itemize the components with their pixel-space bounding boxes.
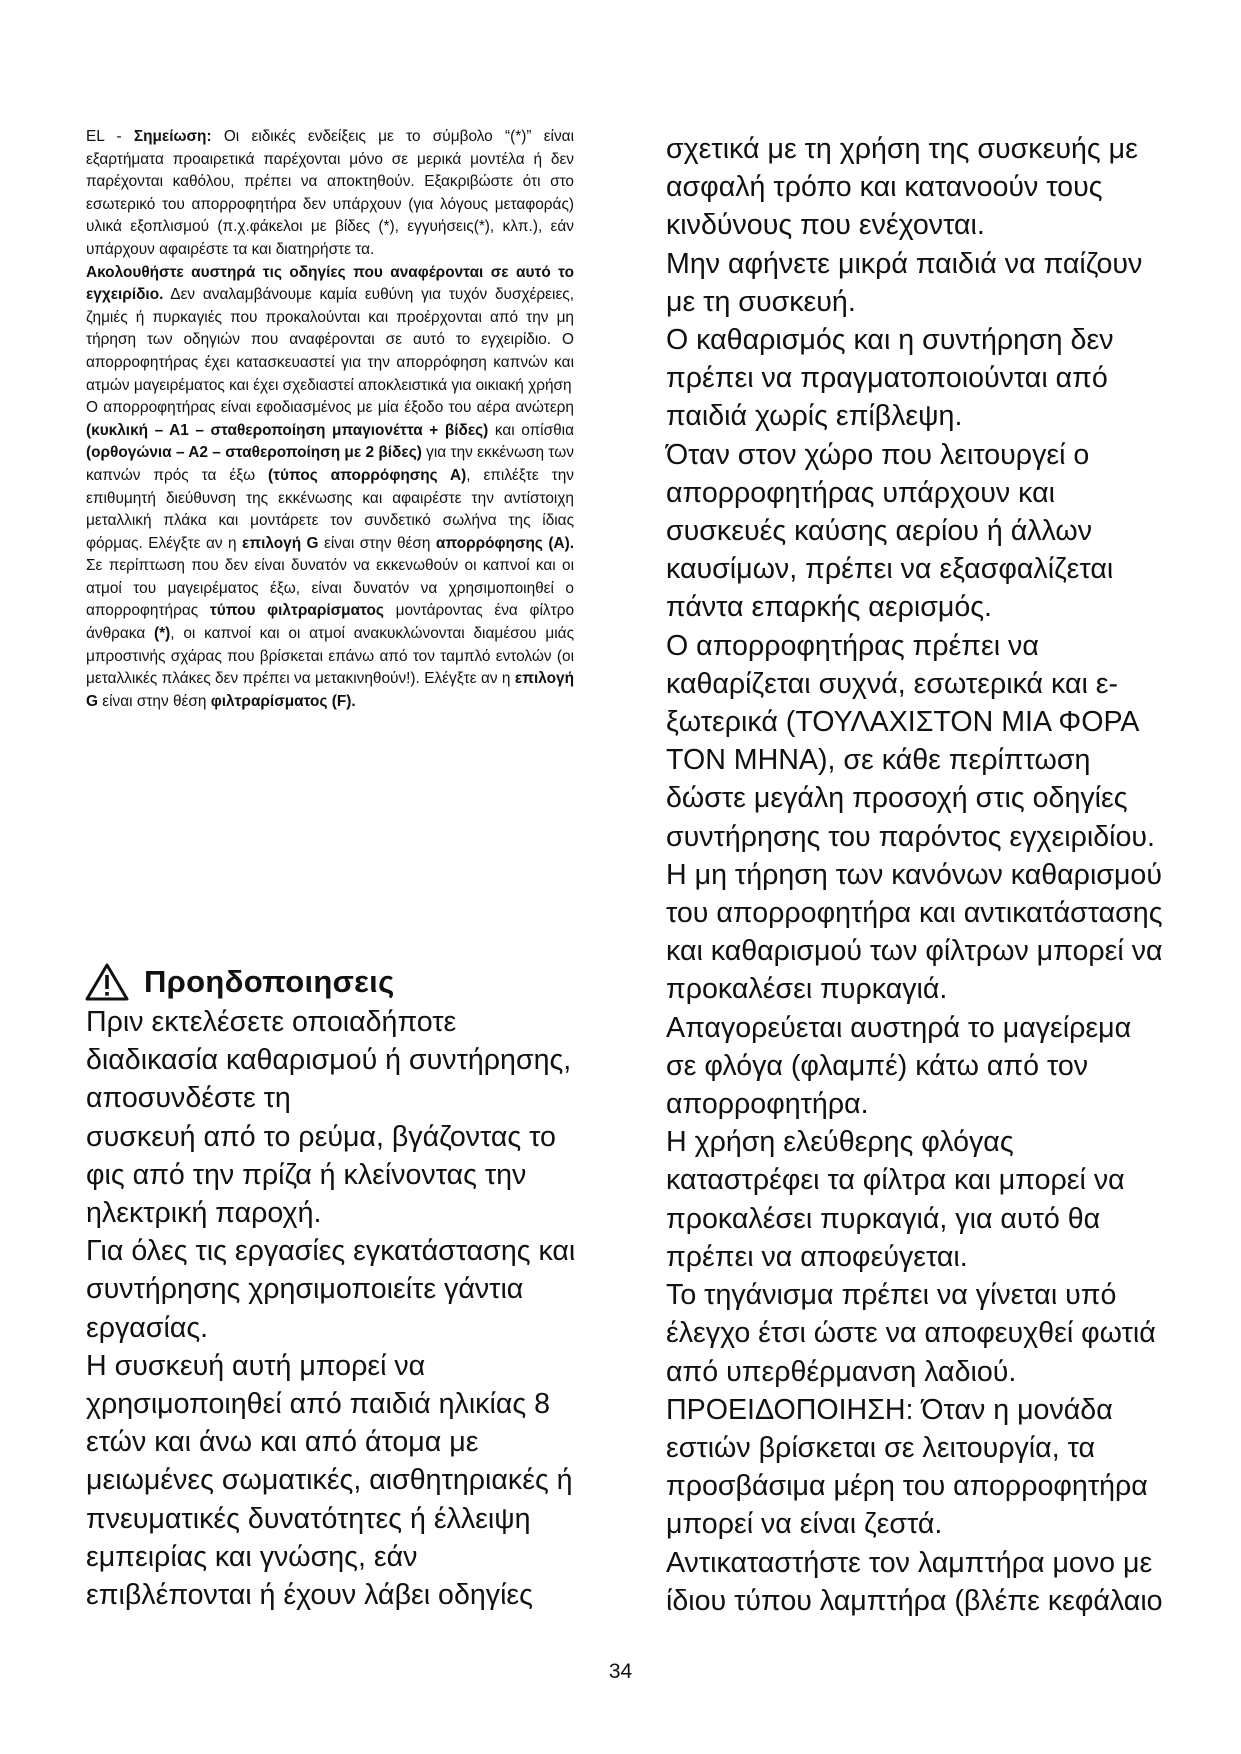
warning-text-line: προκαλέσει πυρκαγιά. xyxy=(666,973,948,1006)
optional-marker: (*) xyxy=(154,625,171,643)
warning-text-line: ξωτερικά (ΤΟΥΛΑΧΙΣΤΟΝ ΜΙΑ ΦΟΡΑ xyxy=(666,706,1140,739)
warning-text-line: Αντικαταστήστε τον λαμπτήρα μονο με xyxy=(666,1546,1153,1579)
warnings-heading xyxy=(84,960,584,1004)
instructions-emphasis: Ακολουθήστε αυστηρά τις οδηγίες που αναφέρονται σε αυτό το εγχειρίδιο. xyxy=(86,263,574,304)
outlet-a2-emphasis: (ορθογώνια – Α2 – σταθεροποίηση με 2 βίδες) xyxy=(86,444,422,462)
warning-text-line: προσβάσιμα μέρη του απορροφητήρα xyxy=(666,1470,1148,1503)
warning-text-line: προκαλέσει πυρκαγιά, για αυτό θα xyxy=(666,1202,1101,1235)
option-g-emphasis: επιλογή G xyxy=(86,670,574,710)
warning-triangle-icon xyxy=(84,962,130,1002)
warning-text-line: Ο καθαρισμός και η συντήρηση δεν xyxy=(666,324,1114,357)
warning-text-line: πάντα επαρκής αερισμός. xyxy=(666,591,992,624)
warning-text-line: μπορεί να είναι ζεστά. xyxy=(666,1508,943,1541)
warning-text-line: κινδύνους που ενέχονται. xyxy=(666,209,985,242)
warning-text-line: συσκευή από το ρεύμα, βγάζοντας το xyxy=(86,1120,556,1153)
warning-text-line: αποσυνδέστε τη xyxy=(86,1082,291,1115)
outlet-text: είναι στην θέση xyxy=(318,534,436,552)
warning-text-line: μειωμένες σωματικές, αισθητηριακές ή xyxy=(86,1464,573,1497)
page-number: 34 xyxy=(608,1660,633,1683)
warning-text-line: καθαρίζεται συχνά, εσωτερικά και ε- xyxy=(666,667,1119,700)
warning-text-line: Απαγορεύεται αυστηρά το μαγείρεμα xyxy=(666,1011,1132,1044)
warnings-title: Προηδοποιησεις xyxy=(144,964,395,999)
liability-text: Δεν αναλαμβάνουμε καμία ευθύνη για τυχόν δυσχέρειες, ζημιές ή πυρκαγιές που προκαλούνται και προέρχονται από την μη τήρηση των οδηγιών που αναφέρονται σε αυτό το εγχειρίδιο. Ο απορροφητήρας έχει κατασκευαστεί για την απορρόφηση καπνών και ατμών μαγειρέματος και έχει σχεδιαστεί αποκλειστικά για οικιακή χρήση xyxy=(86,286,574,394)
warning-text-line: έλεγχο έτσι ώστε να αποφευχθεί φωτιά xyxy=(666,1317,1156,1350)
warning-text-line: σχετικά με τη χρήση της συσκευής με xyxy=(666,133,1138,165)
warning-text-line: συντήρησης του παρόντος εγχειριδίου. xyxy=(666,820,1155,853)
warning-text-line: Όταν στον χώρο που λειτουργεί ο xyxy=(666,438,1090,471)
warning-text-line: ασφαλή τρόπο και κατανοούν τους xyxy=(666,171,1103,204)
warning-text-line: Το τηγάνισμα πρέπει να γίνεται υπό xyxy=(666,1279,1117,1312)
warning-text-line: Μην αφήνετε μικρά παιδιά να παίζουν xyxy=(666,247,1143,280)
note-text: Οι ειδικές ενδείξεις με το σύμβολο “(*)” είναι εξαρτήματα προαιρετικά παρέχονται μόνο σε μερικά μοντέλα ή δεν παρέχονται καθόλου, πρέπει να αποκτηθούν. Εξακριβώστε ότι στο εσωτερικό του απορροφητήρα δεν υπάρχουν (για λόγους μεταφοράς) υλικά εξοπλισμού (π.χ.φάκελοι με βίδες (*), εγγυήσεις(*), κλπ.), εάν υπάρχουν αφαιρέστε τα και διατηρήστε τα. xyxy=(86,128,574,258)
warning-text-line: Πριν εκτελέσετε οποιαδήποτε xyxy=(86,1006,457,1038)
outlet-text: , επιλέξτε την επιθυμητή διεύθυνση της εκκένωσης και αφαιρέστε την αντίστοιχη μεταλλική πλάκα και μοντάρετε τον συνδετικό σωλήνα της ίδιας φόρμας. Ελέγξτε αν η xyxy=(86,466,574,552)
warnings-right-column xyxy=(666,130,1166,1620)
warning-text-line: σε φλόγα (φλαμπέ) κάτω από τον xyxy=(666,1049,1089,1082)
warning-text-line: διαδικασία καθαρισμού ή συντήρησης, xyxy=(86,1044,572,1077)
extraction-position-emphasis: απορρόφησης (Α). xyxy=(435,534,574,552)
note-paragraph-2 xyxy=(86,262,574,398)
warning-text-line: δώστε μεγάλη προσοχή στις οδηγίες xyxy=(666,782,1128,815)
language-prefix: EL - xyxy=(86,128,134,145)
warning-text-line: ΤΟΝ ΜΗΝΑ), σε κάθε περίπτωση xyxy=(666,744,1091,777)
warning-text-line: απορροφητήρας υπάρχουν και xyxy=(666,476,1055,509)
warning-text-line: και καθαρισμού των φίλτρων μπορεί να xyxy=(666,935,1163,968)
option-g-emphasis: επιλογή G xyxy=(242,534,319,552)
note-paragraph-1 xyxy=(86,126,574,262)
note-paragraph-3 xyxy=(86,397,574,713)
outlet-text: Ο απορροφητήρας είναι εφοδιασμένος με μία έξοδο του αέρα ανώτερη xyxy=(86,399,574,417)
warning-text-line: ετών και άνω και από άτομα με xyxy=(86,1426,479,1459)
outlet-text: για την εκκένωση των καπνών πρός τα έξω xyxy=(86,444,574,484)
warning-text-line: ΠΡΟΕΙΔΟΠΟΙΗΣΗ: Όταν η μονάδα xyxy=(666,1393,1113,1426)
outlet-text: , οι καπνοί και οι ατμοί ανακυκλώνονται διαμέσου μιάς μπροστινής σχάρας που βρίσκεται επάνω από τον ταμπλό εντολών (οι μεταλλικές πλάκες δεν πρέπει να μετακινηθούν!). Ελέγξτε αν η xyxy=(86,625,574,688)
warning-text-line: Ο απορροφητήρας πρέπει να xyxy=(666,629,1039,662)
warning-text-line: Για όλες τις εργασίες εγκατάστασης και xyxy=(86,1235,576,1268)
note-label: Σημείωση: xyxy=(133,128,212,145)
warning-text-line: εμπειρίας και γνώσης, εάν xyxy=(86,1540,418,1573)
warning-text-line: απορροφητήρα. xyxy=(666,1088,869,1121)
outlet-text: μοντάροντας ένα φίλτρο άνθρακα xyxy=(86,602,575,643)
warning-text-line: καυσίμων, πρέπει να εξασφαλίζεται xyxy=(666,553,1114,586)
warning-text-line: πρέπει να πραγματοποιούνται από xyxy=(666,362,1108,395)
warning-text-line: πρέπει να αποφεύγεται. xyxy=(666,1240,968,1273)
filter-position-emphasis: φιλτραρίσματος (F). xyxy=(210,692,356,710)
warning-text-line: συντήρησης χρησιμοποιείτε γάντια xyxy=(86,1273,524,1306)
warning-text-line: με τη συσκευή. xyxy=(666,285,856,318)
outlet-text: Σε περίπτωση που δεν είναι δυνατόν να εκκενωθούν οι καπνοί και οι ατμοί του μαγειρέματος έξω, είναι δυνατόν να χρησιμοποιηθεί ο απορροφητήρας xyxy=(86,557,574,620)
warning-text-line: συσκευές καύσης αερίου ή άλλων xyxy=(666,515,1093,548)
extraction-type-emphasis: (τύπος απορρόφησης Α) xyxy=(268,466,467,484)
warning-text-line: Η συσκευή αυτή μπορεί να xyxy=(86,1349,426,1382)
note-section xyxy=(86,126,574,713)
warning-text-line: καταστρέφει τα φίλτρα και μπορεί να xyxy=(666,1164,1125,1197)
outlet-a1-emphasis: (κυκλική – Α1 – σταθεροποίηση μπαγιονέττα + βίδες) xyxy=(86,421,489,439)
warning-text-line: του απορροφητήρα και αντικατάστασης xyxy=(666,897,1163,930)
warning-text-line: από υπερθέρμανση λαδιού. xyxy=(666,1355,1017,1388)
warning-text-line: παιδιά χωρίς επίβλεψη. xyxy=(666,400,963,433)
warning-text-line: εστιών βρίσκεται σε λειτουργία, τα xyxy=(666,1431,1096,1464)
warning-text-line: Η χρήση ελεύθερης φλόγας xyxy=(666,1126,1014,1159)
warning-text-line: χρησιμοποιηθεί από παιδιά ηλικίας 8 xyxy=(86,1388,550,1421)
warning-text-line: πνευματικές δυνατότητες ή έλλειψη xyxy=(86,1502,531,1535)
warning-text-line: εργασίας. xyxy=(86,1311,209,1344)
warning-text-line: ηλεκτρική παροχή. xyxy=(86,1197,322,1230)
warnings-left-column xyxy=(86,1003,606,1614)
warning-text-line: ίδιου τύπου λαμπτήρα (βλέπε κεφάλαιο xyxy=(666,1584,1163,1617)
outlet-text: και οπίσθια xyxy=(488,421,574,439)
warning-text-line: φις από την πρίζα ή κλείνοντας την xyxy=(86,1158,527,1191)
outlet-text: είναι στην θέση xyxy=(97,692,211,710)
warning-text-line: επιβλέπονται ή έχουν λάβει οδηγίες xyxy=(86,1579,533,1612)
warning-text-line: Η μη τήρηση των κανόνων καθαρισμού xyxy=(666,858,1162,891)
filter-type-emphasis: τύπου φιλτραρίσματος xyxy=(209,602,384,620)
